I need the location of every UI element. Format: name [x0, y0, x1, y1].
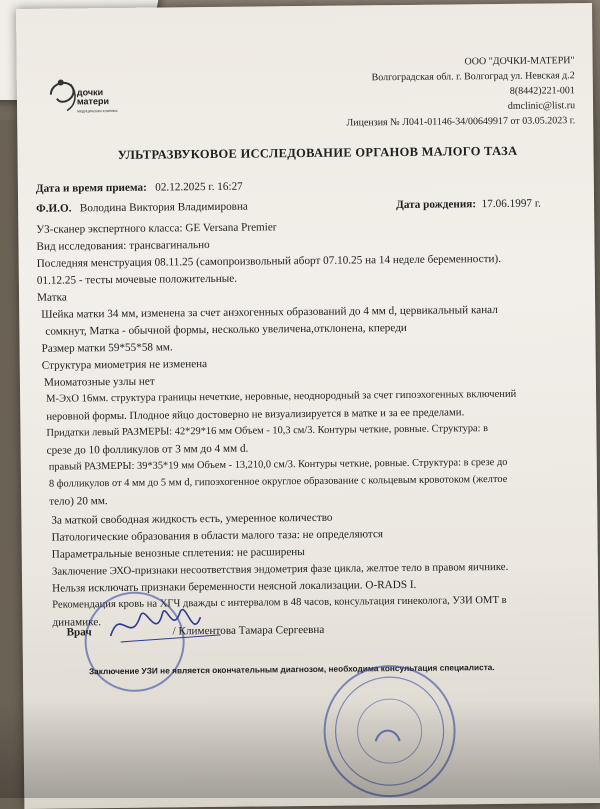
- clinic-logo: [47, 74, 139, 123]
- dob-value: 17.06.1997 г.: [481, 197, 541, 211]
- report-line: Вид исследования: трансвагинально: [36, 239, 210, 253]
- fio-label: Ф.И.О.: [36, 202, 72, 215]
- fio-value: Володина Виктория Владимировна: [79, 200, 248, 215]
- doctor-label: Врач: [66, 626, 92, 639]
- report-line: неровной формы. Плодное яйцо достоверно не визуализируется в матке и за ее пределами.: [46, 406, 465, 423]
- report-line: Патологические образования в области малого таза: не определяются: [51, 528, 384, 544]
- logo-text-1: дочки: [76, 87, 104, 98]
- report-line: Структура миометрия не изменена: [41, 358, 208, 372]
- report-line: Параметральные венозные сплетения: не расширены: [51, 546, 305, 561]
- clinic-email: dmclinic@list.ru: [507, 100, 576, 112]
- bottom-shadow: [0, 700, 600, 798]
- report-line: правый РАЗМЕРЫ: 39*35*19 мм Объем - 13,210,0 см/3. Контуры четкие, ровные. Структура: в срезе до: [48, 456, 508, 473]
- clinic-address: Волгоградская обл. г. Волгоград ул. Невская д.2: [371, 70, 575, 84]
- report-line: Миоматозные узлы нет: [43, 375, 155, 389]
- visit-datetime: [36, 181, 243, 195]
- report-line: динамике.: [52, 616, 102, 629]
- dob-label: Дата рождения:: [396, 198, 477, 212]
- datetime-label: Дата и время приема:: [35, 181, 147, 195]
- clinic-phone: 8(8442)221-001: [509, 85, 575, 97]
- report-line: Шейка матки 34 мм, изменена за счет анэхогенных образований до 4 мм d, цервикальный канал: [41, 303, 498, 321]
- clinic-license: Лицензия № Л041-01146-34/00649917 от 03.05.2023 г.: [346, 115, 576, 129]
- report-line: срезе до 10 фолликулов от 3 мм до 4 мм d.: [46, 442, 249, 457]
- report-line: Придатки левый РАЗМЕРЫ: 42*29*16 мм Объем - 10,3 см/3. Контуры четкие, ровные. Структура: в: [46, 423, 489, 439]
- report-line: 8 фолликулов от 4 мм до 5 мм d, гипоэхогенное округлое образование с кольцевым кровотоком (желтое: [48, 473, 508, 490]
- patient-dob: [396, 198, 541, 212]
- clinic-name: ООО "ДОЧКИ-МАТЕРИ": [464, 55, 575, 68]
- report-line: М-ЭхО 16мм. структура границы нечеткие, неровные, неоднородный за счет гипоэхогенных включений: [46, 388, 517, 405]
- report-line: 01.12.25 - тесты мочевые положительные.: [36, 272, 238, 287]
- report-line: Нельзя исключать признаки беременности неясной локализации. O-RADS I.: [52, 578, 417, 595]
- report-line: Матка: [36, 291, 67, 304]
- logo-text-2: матери: [76, 96, 110, 107]
- report-line: Рекомендация кровь на ХГЧ дважды с интервалом в 48 часов, консультация гинеколога, УЗИ ОМТ в: [52, 594, 507, 611]
- report-line: УЗ-сканер экспертного класса: GE Versana Premier: [36, 221, 277, 236]
- report-line: Заключение ЭХО-признаки несоответствия эндометрия фазе цикла, желтое тело в правом яичнике.: [51, 560, 509, 578]
- disclaimer-text: Заключение УЗИ не является окончательным диагнозом, необходима консультация специалиста.: [88, 662, 495, 677]
- patient-fio: [36, 201, 248, 215]
- report-line: тело) 20 мм.: [49, 495, 108, 508]
- doctor-name: / Климентова Тамара Сергеевна: [172, 623, 325, 638]
- clinic-info: [305, 53, 576, 131]
- report-line: Размер матки 59*55*58 мм.: [41, 341, 173, 355]
- datetime-value: 02.12.2025 г. 16:27: [155, 180, 243, 194]
- report-line: За маткой свободная жидкость есть, умеренное количество: [51, 511, 333, 527]
- report-line: сомкнут, Матка - обычной формы, несколько увеличена,отклонена, кпереди: [45, 321, 407, 338]
- report-line: Последняя менструация 08.11.25 (самопроизвольный аборт 07.10.25 на 14 неделе беременности).: [36, 252, 502, 270]
- logo-subtext: медицинская клиника: [77, 107, 118, 114]
- document-title: УЛЬТРАЗВУКОВОЕ ИССЛЕДОВАНИЕ ОРГАНОВ МАЛОГО ТАЗА: [117, 143, 518, 162]
- document-sheet: [16, 3, 600, 809]
